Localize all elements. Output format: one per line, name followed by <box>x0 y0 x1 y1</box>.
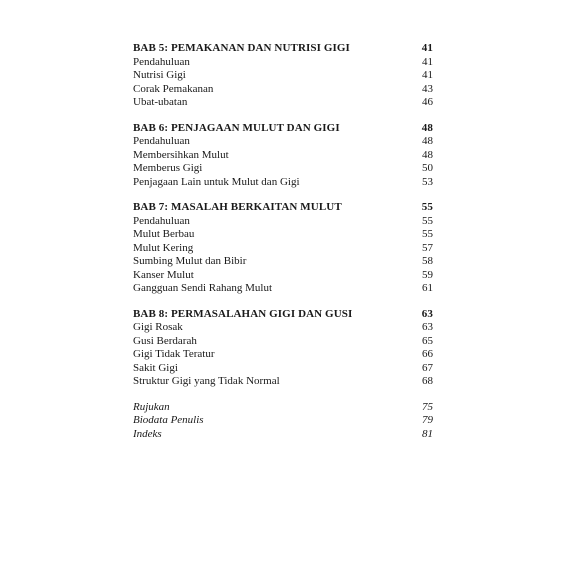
toc-entry[interactable] <box>133 375 433 389</box>
toc-entry-author-bio[interactable] <box>133 414 433 428</box>
toc-entry-label: Pendahuluan <box>133 135 190 147</box>
toc-entry-page: 67 <box>422 361 433 374</box>
toc-entry-page: 55 <box>422 214 433 227</box>
toc-entry-label: Membersihkan Mulut <box>133 148 229 161</box>
toc-entry-page: 61 <box>422 282 433 294</box>
toc-entry-label: Sumbing Mulut dan Bibir <box>133 255 247 267</box>
toc-entry-page: 58 <box>422 255 433 267</box>
chapter-title: BAB 6: PENJAGAAN MULUT DAN GIGI <box>133 121 340 134</box>
toc-entry-label: Pendahuluan <box>133 214 190 227</box>
toc-entry-page: 46 <box>422 96 433 108</box>
chapter-title: BAB 5: PEMAKANAN DAN NUTRISI GIGI <box>133 42 350 54</box>
toc-entry[interactable] <box>133 255 433 269</box>
toc-entry[interactable] <box>133 242 433 256</box>
toc-entry[interactable] <box>133 269 433 283</box>
toc-entry[interactable] <box>133 69 433 83</box>
toc-entry-page: 41 <box>422 55 433 68</box>
toc-entry[interactable] <box>133 215 433 229</box>
chapter-page-number: 63 <box>421 307 433 320</box>
chapter-8 <box>133 308 433 389</box>
chapter-page-number: 41 <box>421 42 433 54</box>
toc-entry-page: 55 <box>422 228 433 240</box>
toc-entry-page: 79 <box>422 414 433 426</box>
chapter-title: BAB 8: PERMASALAHAN GIGI DAN GUSI <box>133 307 353 320</box>
end-matter <box>133 401 433 442</box>
toc-entry-page: 68 <box>422 375 433 387</box>
toc-entry[interactable] <box>133 362 433 376</box>
toc-entry-label: Ubat-ubatan <box>133 96 188 108</box>
toc-entry-label: Rujukan <box>133 400 170 413</box>
toc-entry-page: 48 <box>422 135 433 147</box>
toc-entry[interactable] <box>133 282 433 296</box>
toc-entry[interactable] <box>133 321 433 335</box>
toc-entry-page: 48 <box>422 148 433 161</box>
chapter-heading[interactable] <box>133 122 433 136</box>
toc-entry-label: Biodata Penulis <box>133 414 204 426</box>
toc-entry[interactable] <box>133 56 433 70</box>
toc-entry[interactable] <box>133 348 433 362</box>
toc-entry-label: Memberus Gigi <box>133 162 203 174</box>
toc-entry-index[interactable] <box>133 428 433 442</box>
toc-entry-page: 66 <box>422 348 433 360</box>
toc-entry-label: Mulut Berbau <box>133 228 195 240</box>
toc-entry-page: 81 <box>422 427 433 440</box>
toc-entry[interactable] <box>133 162 433 176</box>
toc-entry-label: Struktur Gigi yang Tidak Normal <box>133 375 280 387</box>
chapter-7 <box>133 201 433 296</box>
toc-entry-label: Penjagaan Lain untuk Mulut dan Gigi <box>133 175 300 188</box>
toc-entry-references[interactable] <box>133 401 433 415</box>
toc-entry-page: 50 <box>422 162 433 174</box>
toc-entry-page: 57 <box>422 241 433 254</box>
toc-entry[interactable] <box>133 228 433 242</box>
toc-entry-page: 59 <box>422 268 433 281</box>
toc-entry[interactable] <box>133 83 433 97</box>
toc-entry-label: Mulut Kering <box>133 241 194 254</box>
chapter-heading[interactable] <box>133 42 433 56</box>
toc-entry-label: Pendahuluan <box>133 55 190 68</box>
toc-entry-page: 41 <box>422 69 433 81</box>
toc-entry-label: Indeks <box>133 427 162 440</box>
chapter-5 <box>133 42 433 110</box>
toc-entry-label: Gusi Berdarah <box>133 334 197 347</box>
toc-entry-label: Gigi Tidak Teratur <box>133 348 215 360</box>
toc-entry[interactable] <box>133 96 433 110</box>
toc-entry-label: Nutrisi Gigi <box>133 69 186 81</box>
toc-entry-page: 43 <box>422 82 433 95</box>
toc-entry-page: 53 <box>422 175 433 188</box>
toc-entry[interactable] <box>133 135 433 149</box>
toc-entry-page: 65 <box>422 334 433 347</box>
toc-entry-page: 63 <box>422 321 433 333</box>
chapter-page-number: 55 <box>421 201 433 213</box>
toc-entry-label: Sakit Gigi <box>133 361 178 374</box>
chapter-title: BAB 7: MASALAH BERKAITAN MULUT <box>133 201 342 213</box>
toc-entry-label: Corak Pemakanan <box>133 82 214 95</box>
chapter-page-number: 48 <box>421 121 433 134</box>
toc-entry[interactable] <box>133 176 433 190</box>
toc-entry-label: Kanser Mulut <box>133 268 194 281</box>
chapter-6 <box>133 122 433 190</box>
chapter-heading[interactable] <box>133 308 433 322</box>
toc-entry-label: Gigi Rosak <box>133 321 183 333</box>
table-of-contents <box>133 42 433 441</box>
toc-entry-page: 75 <box>422 400 433 413</box>
toc-entry-label: Gangguan Sendi Rahang Mulut <box>133 282 273 294</box>
toc-entry[interactable] <box>133 335 433 349</box>
toc-entry[interactable] <box>133 149 433 163</box>
chapter-heading[interactable] <box>133 201 433 215</box>
